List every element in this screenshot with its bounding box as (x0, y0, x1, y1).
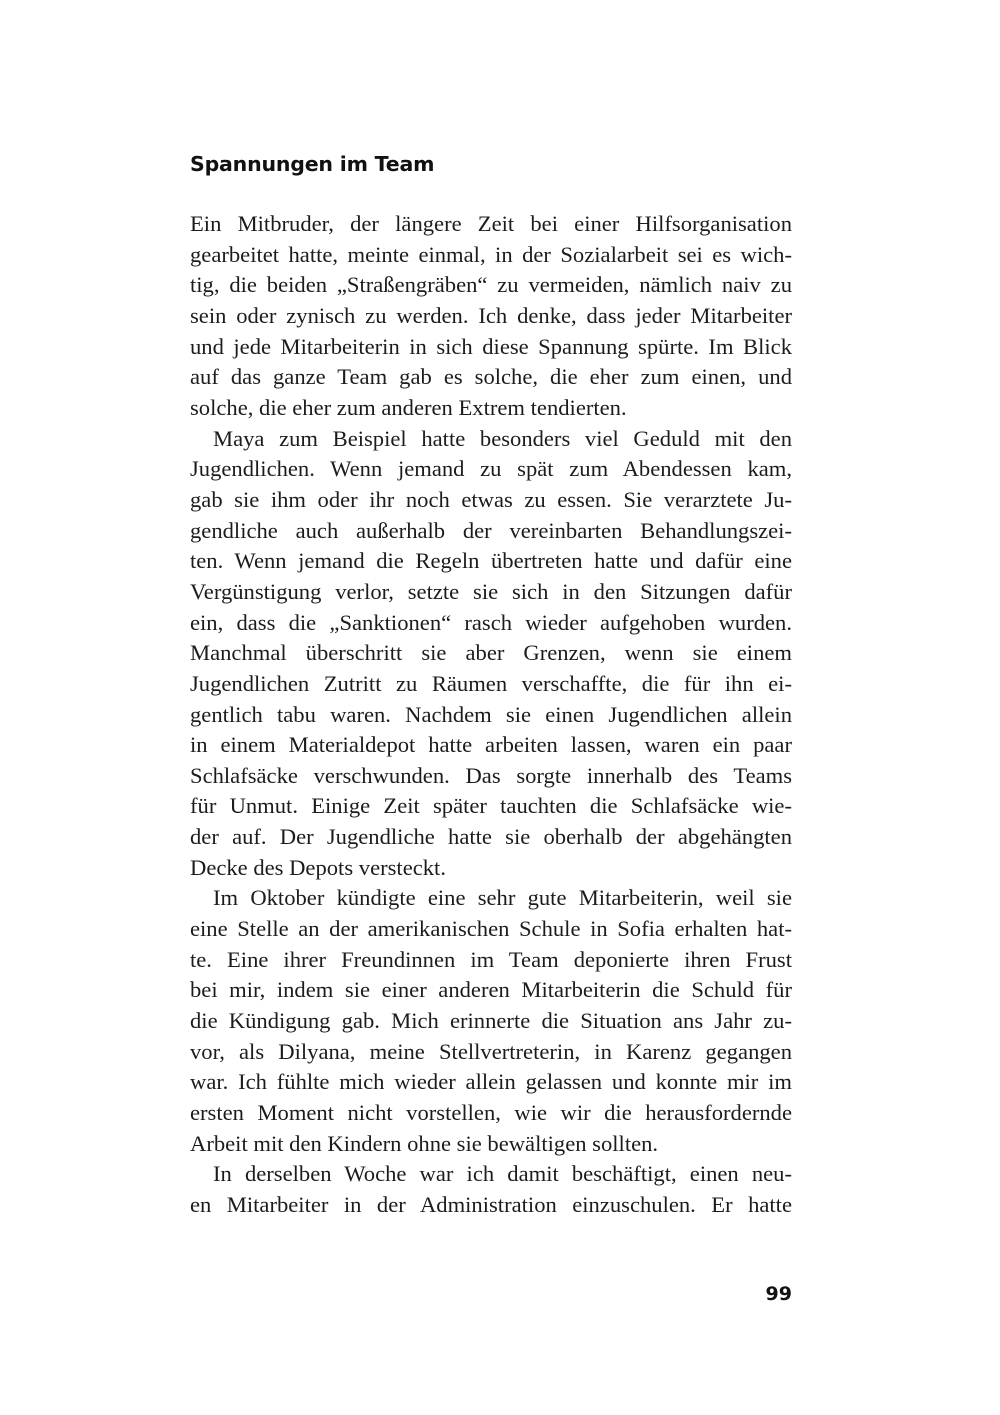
text-line: Decke des Depots versteckt. (190, 854, 446, 880)
text-line: Arbeit mit den Kindern ohne sie bewältigen sollten. (190, 1130, 659, 1156)
text-line: gab sie ihm oder ihr noch etwas zu essen. Sie verarztete Ju- (190, 486, 792, 512)
text-line: auf das ganze Team gab es solche, die eher zum einen, und (190, 364, 792, 390)
text-line: Jugendlichen Zutritt zu Räumen verschaffte, die für ihn ei- (190, 670, 792, 696)
text-line: tig, die beiden „Straßengräben“ zu vermeiden, nämlich naiv zu (190, 272, 792, 298)
text-line: ten. Wenn jemand die Regeln übertreten hatte und dafür eine (190, 548, 792, 574)
text-line: für Unmut. Einige Zeit später tauchten die Schlafsäcke wie- (190, 793, 792, 819)
text-line: Jugendlichen. Wenn jemand zu spät zum Abendessen kam, (190, 456, 792, 482)
text-line: die Kündigung gab. Mich erinnerte die Situation ans Jahr zu- (190, 1008, 792, 1034)
text-line: ein, dass die „Sanktionen“ rasch wieder aufgehoben wurden. (190, 609, 792, 635)
text-line: Vergünstigung verlor, setzte sie sich in den Sitzungen dafür (190, 578, 792, 604)
text-line: Ein Mitbruder, der längere Zeit bei einer Hilfsorganisation (190, 211, 792, 236)
section-heading: Spannungen im Team (190, 152, 435, 176)
text-line: sein oder zynisch zu werden. Ich denke, dass jeder Mitarbeiter (190, 302, 792, 328)
text-line: und jede Mitarbeiterin in sich diese Spannung spürte. Im Blick (190, 333, 792, 359)
page-number: 99 (765, 1283, 792, 1305)
text-line: Maya zum Beispiel hatte besonders viel Geduld mit den (213, 425, 792, 451)
text-line: in einem Materialdepot hatte arbeiten lassen, waren ein paar (190, 732, 792, 758)
text-line: Manchmal überschritt sie aber Grenzen, wenn sie einem (190, 640, 792, 666)
text-line: In derselben Woche war ich damit beschäftigt, einen neu- (213, 1161, 792, 1187)
text-line: eine Stelle an der amerikanischen Schule in Sofia erhalten hat- (190, 916, 792, 942)
text-line: en Mitarbeiter in der Administration einzuschulen. Er hatte (190, 1192, 792, 1217)
text-line: Im Oktober kündigte eine sehr gute Mitarbeiterin, weil sie (213, 885, 792, 911)
text-line: der auf. Der Jugendliche hatte sie oberhalb der abgehängten (190, 824, 792, 850)
text-line: gearbeitet hatte, meinte einmal, in der Sozialarbeit sei es wich- (190, 241, 792, 267)
text-line: war. Ich fühlte mich wieder allein gelassen und konnte mir im (190, 1069, 792, 1095)
text-line: vor, als Dilyana, meine Stellvertreterin, in Karenz gegangen (190, 1038, 792, 1064)
text-line: Schlafsäcke verschwunden. Das sorgte innerhalb des Teams (190, 762, 792, 788)
text-line: solche, die eher zum anderen Extrem tendierten. (190, 394, 627, 420)
text-line: gendliche auch außerhalb der vereinbarten Behandlungszei- (190, 517, 792, 543)
body-text (190, 209, 792, 1221)
text-line: ersten Moment nicht vorstellen, wie wir die herausfordernde (190, 1100, 792, 1126)
text-line: bei mir, indem sie einer anderen Mitarbeiterin die Schuld für (190, 977, 792, 1003)
text-line: te. Eine ihrer Freundinnen im Team deponierte ihren Frust (190, 946, 792, 972)
text-line: gentlich tabu waren. Nachdem sie einen Jugendlichen allein (190, 701, 792, 727)
